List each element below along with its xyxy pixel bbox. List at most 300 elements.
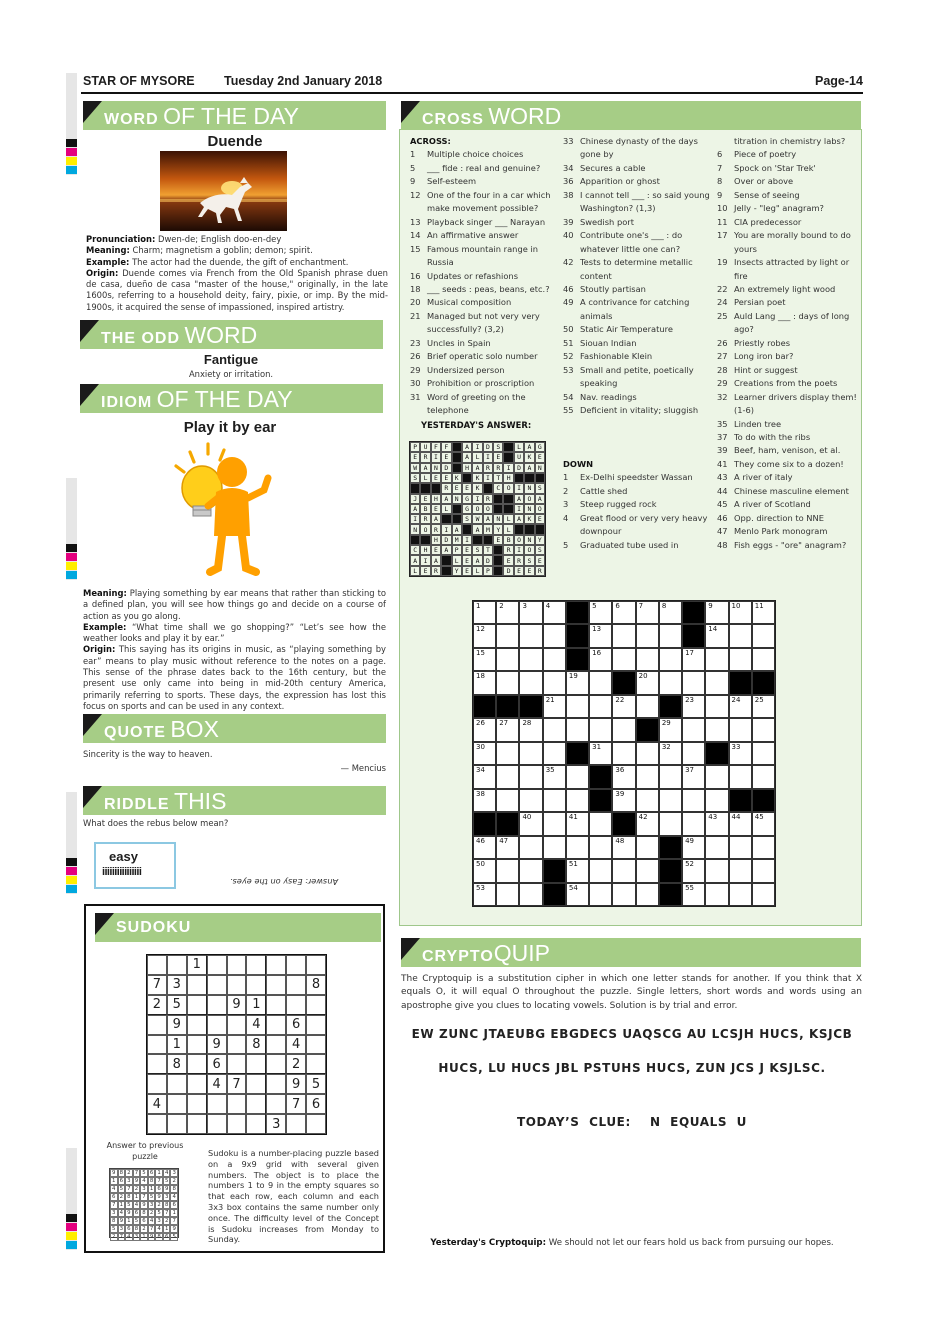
down-clue [717, 216, 859, 229]
answer-cell: 5 [125, 1201, 133, 1209]
clue-text: Contribute one's ___ : do whatever little one can? [580, 230, 683, 254]
answer-cell: A [524, 442, 534, 452]
answer-cell [420, 483, 430, 493]
crossword-cell[interactable] [543, 836, 566, 859]
sudoku-cell[interactable]: 1 [187, 955, 207, 975]
across-clue [563, 404, 715, 417]
crossword-cell[interactable] [473, 601, 496, 624]
crossword-cell[interactable] [612, 648, 635, 671]
crossword-cell[interactable] [612, 718, 635, 741]
clue-text: Stoutly partisan [580, 283, 646, 294]
sudoku-cell[interactable] [286, 975, 306, 995]
sudoku-cell[interactable]: 9 [286, 1074, 306, 1094]
sudoku-cell[interactable] [266, 995, 286, 1015]
answer-cell: 8 [155, 1233, 163, 1241]
crossword-cell[interactable] [612, 883, 635, 906]
sudoku-cell[interactable] [266, 1074, 286, 1094]
crossword-cell[interactable] [612, 601, 635, 624]
crossword-cell[interactable] [636, 742, 659, 765]
black-square [589, 765, 612, 788]
crossword-cell[interactable] [636, 789, 659, 812]
crossword-cell[interactable] [519, 718, 542, 741]
sudoku-cell[interactable] [286, 995, 306, 1015]
cell-number: 24 [731, 695, 741, 704]
sudoku-cell[interactable] [187, 1094, 207, 1114]
sudoku-cell[interactable] [187, 1035, 207, 1055]
down-clue [717, 296, 859, 309]
across-clue [563, 135, 715, 162]
sudoku-cell[interactable] [266, 1035, 286, 1055]
crossword-cell[interactable] [496, 624, 519, 647]
sudoku-cell[interactable]: 6 [286, 1015, 306, 1035]
black-square [636, 718, 659, 741]
crossword-cell[interactable] [519, 742, 542, 765]
sudoku-cell[interactable] [246, 955, 266, 975]
sudoku-cell[interactable] [167, 1094, 187, 1114]
crossword-cell[interactable] [752, 695, 775, 718]
crossword-cell[interactable] [519, 648, 542, 671]
clue-number: 25 [717, 310, 728, 321]
crossword-cell[interactable] [589, 648, 612, 671]
sudoku-cell[interactable] [266, 1054, 286, 1074]
sudoku-cell[interactable] [286, 1114, 306, 1134]
answer-cell: 1 [110, 1177, 118, 1185]
answer-cell: L [410, 566, 420, 576]
answer-cell [431, 483, 441, 493]
answer-cell: W [472, 514, 482, 524]
crossword-cell[interactable] [473, 789, 496, 812]
clue-text: Siouan Indian [580, 337, 637, 348]
sudoku-grid[interactable] [146, 954, 327, 1135]
sudoku-cell[interactable] [306, 955, 326, 975]
sudoku-cell[interactable]: 9 [167, 1015, 187, 1035]
crossword-cell[interactable] [612, 836, 635, 859]
answer-cell: E [420, 566, 430, 576]
crossword-cell[interactable] [543, 812, 566, 835]
crossword-cell[interactable] [682, 859, 705, 882]
cell-number: 39 [615, 789, 625, 798]
crossword-cell[interactable] [636, 624, 659, 647]
crossword-cell[interactable] [543, 648, 566, 671]
crossword-cell[interactable] [636, 648, 659, 671]
crossword-cell[interactable] [729, 601, 752, 624]
sudoku-cell[interactable] [306, 1054, 326, 1074]
crossword-cell[interactable] [519, 624, 542, 647]
idiom-explanation: Meaning: Playing something by ear means that rather than sticking to a defined plan, you will see how things go and decide on a course of action as you go along. Example: “What time shall we go shopping?” “Let’s see how the weather looks and play it by ear.” Origin: This saying has its origins in music, as “playing something by ear” means to play music without reference to the notes on a page. This sense of the phrase dates back to the 16th century, but the present use only came into being in mid-20th century America, primarily referring to sports. These days, the expression has lost this focus on sports and can be used in any context. [83, 588, 386, 711]
sudoku-cell[interactable] [227, 1094, 247, 1114]
sudoku-cell[interactable]: 8 [167, 1054, 187, 1074]
answer-cell: L [514, 442, 524, 452]
sudoku-cell[interactable]: 3 [266, 1114, 286, 1134]
crossword-cell[interactable] [682, 671, 705, 694]
crossword-cell[interactable] [612, 859, 635, 882]
crossword-cell[interactable] [659, 742, 682, 765]
crossword-cell[interactable] [705, 648, 728, 671]
cell-number: 47 [499, 836, 509, 845]
answer-cell: 9 [155, 1193, 163, 1201]
crossword-cell[interactable] [729, 648, 752, 671]
sudoku-cell[interactable] [207, 995, 227, 1015]
crossword-cell[interactable] [589, 601, 612, 624]
clue-number: 54 [563, 391, 574, 402]
answer-cell: 3 [125, 1177, 133, 1185]
clue-number: 44 [717, 485, 728, 496]
crossword-cell[interactable] [729, 765, 752, 788]
sudoku-cell[interactable] [227, 1114, 247, 1134]
sudoku-cell[interactable] [147, 1114, 167, 1134]
crossword-cell[interactable] [473, 624, 496, 647]
sudoku-cell[interactable]: 1 [246, 995, 266, 1015]
crossword-cell[interactable] [473, 859, 496, 882]
crossword-cell[interactable] [682, 718, 705, 741]
crossword-cell[interactable] [543, 695, 566, 718]
clue-number: 21 [410, 310, 421, 321]
cell-number: 22 [615, 695, 625, 704]
clue-number: 32 [717, 391, 728, 402]
sudoku-cell[interactable] [207, 1015, 227, 1035]
sudoku-cell[interactable] [187, 1054, 207, 1074]
crossword-cell[interactable] [682, 812, 705, 835]
answer-cell: S [524, 555, 534, 565]
answer-cell: D [483, 442, 493, 452]
sudoku-cell[interactable] [266, 1094, 286, 1114]
sudoku-cell[interactable] [187, 1114, 207, 1134]
sudoku-cell[interactable] [246, 1114, 266, 1134]
sudoku-cell[interactable] [147, 1054, 167, 1074]
crossword-cell[interactable] [543, 789, 566, 812]
crossword-cell[interactable] [589, 742, 612, 765]
answer-cell: D [514, 463, 524, 473]
crossword-cell[interactable] [519, 671, 542, 694]
sudoku-cell[interactable] [246, 1074, 266, 1094]
crossword-grid[interactable] [472, 600, 776, 907]
header-rule [81, 92, 863, 94]
sudoku-cell[interactable]: 4 [147, 1094, 167, 1114]
sudoku-cell[interactable]: 9 [227, 995, 247, 1015]
crossword-cell[interactable] [589, 812, 612, 835]
sudoku-cell[interactable] [147, 955, 167, 975]
crossword-cell[interactable] [589, 836, 612, 859]
crossword-cell[interactable] [496, 883, 519, 906]
sudoku-cell[interactable] [167, 955, 187, 975]
word-of-day-banner: WORD OF THE DAY [83, 101, 386, 130]
crossword-cell[interactable] [729, 883, 752, 906]
crossword-cell[interactable] [752, 648, 775, 671]
sudoku-cell[interactable]: 4 [246, 1015, 266, 1035]
sudoku-cell[interactable] [187, 1074, 207, 1094]
crossword-cell[interactable] [752, 624, 775, 647]
crossword-cell[interactable] [752, 859, 775, 882]
across-clue [563, 175, 715, 188]
sudoku-cell[interactable] [207, 1094, 227, 1114]
answer-cell: 8 [148, 1177, 156, 1185]
sudoku-cell[interactable] [167, 1074, 187, 1094]
answer-cell: 8 [170, 1185, 178, 1193]
answer-cell: A [483, 514, 493, 524]
answer-cell [452, 442, 462, 452]
black-square [566, 648, 589, 671]
crossword-cell[interactable] [659, 812, 682, 835]
sudoku-cell[interactable] [207, 955, 227, 975]
sudoku-cell[interactable] [187, 975, 207, 995]
sudoku-cell[interactable] [147, 1015, 167, 1035]
sudoku-cell[interactable]: 2 [286, 1054, 306, 1074]
sudoku-cell[interactable] [286, 955, 306, 975]
answer-cell: 2 [118, 1193, 126, 1201]
crossword-cell[interactable] [705, 812, 728, 835]
crossword-cell[interactable] [612, 742, 635, 765]
crossword-cell[interactable] [496, 859, 519, 882]
crossword-cell[interactable] [682, 695, 705, 718]
down-clue [717, 202, 859, 215]
sudoku-cell[interactable]: 7 [227, 1074, 247, 1094]
crossword-cell[interactable] [705, 718, 728, 741]
crossword-cell[interactable] [566, 718, 589, 741]
crossword-cell[interactable] [752, 718, 775, 741]
cell-number: 53 [476, 883, 485, 892]
crossword-cell[interactable] [729, 836, 752, 859]
answer-cell: 1 [140, 1233, 148, 1241]
sudoku-cell[interactable]: 2 [147, 995, 167, 1015]
crossword-cell[interactable] [636, 695, 659, 718]
crossword-cell[interactable] [659, 671, 682, 694]
crossword-cell[interactable] [519, 601, 542, 624]
crossword-cell[interactable] [496, 765, 519, 788]
clue-text: An affirmative answer [427, 230, 519, 241]
sudoku-cell[interactable]: 5 [167, 995, 187, 1015]
answer-cell: E [410, 452, 420, 462]
down-heading: DOWN [563, 459, 594, 469]
sudoku-cell[interactable] [227, 1054, 247, 1074]
crossword-cell[interactable] [566, 812, 589, 835]
answer-cell: A [410, 555, 420, 565]
yesterday-cryptoquip: Yesterday's Cryptoquip: We should not let our fears hold us back from pursuing our hopes. [430, 1238, 834, 1248]
crossword-cell[interactable] [752, 812, 775, 835]
crossword-cell[interactable] [589, 695, 612, 718]
crossword-cell[interactable] [519, 765, 542, 788]
crossword-cell[interactable] [519, 883, 542, 906]
sudoku-cell[interactable] [306, 995, 326, 1015]
sudoku-cell[interactable] [266, 1015, 286, 1035]
sudoku-cell[interactable] [207, 975, 227, 995]
crossword-cell[interactable] [589, 718, 612, 741]
crossword-cell[interactable] [543, 718, 566, 741]
sudoku-cell[interactable]: 7 [286, 1094, 306, 1114]
crossword-cell[interactable] [659, 624, 682, 647]
crossword-cell[interactable] [473, 648, 496, 671]
sudoku-cell[interactable]: 3 [167, 975, 187, 995]
crossword-cell[interactable] [473, 742, 496, 765]
cell-number: 5 [592, 602, 597, 610]
crossword-cell[interactable] [473, 718, 496, 741]
crossword-cell[interactable] [705, 671, 728, 694]
crossword-cell[interactable] [752, 883, 775, 906]
crossword-cell[interactable] [473, 883, 496, 906]
sudoku-cell[interactable] [207, 1114, 227, 1134]
sudoku-cell[interactable] [187, 1015, 207, 1035]
sudoku-cell[interactable]: 8 [246, 1035, 266, 1055]
crossword-cell[interactable] [705, 601, 728, 624]
crossword-cell[interactable] [729, 742, 752, 765]
crossword-cell[interactable] [705, 836, 728, 859]
clue-number: 31 [410, 391, 421, 402]
crossword-cell[interactable] [682, 883, 705, 906]
sudoku-cell[interactable] [306, 1114, 326, 1134]
crossword-cell[interactable] [682, 648, 705, 671]
crossword-cell[interactable] [752, 601, 775, 624]
crossword-cell[interactable] [543, 601, 566, 624]
crossword-cell[interactable] [636, 812, 659, 835]
crossword-cell[interactable] [566, 859, 589, 882]
crossword-cell[interactable] [566, 789, 589, 812]
sudoku-cell[interactable] [246, 1094, 266, 1114]
crossword-cell[interactable] [496, 742, 519, 765]
sudoku-cell[interactable] [227, 975, 247, 995]
crossword-cell[interactable] [705, 765, 728, 788]
crossword-cell[interactable] [659, 648, 682, 671]
crossword-cell[interactable] [636, 601, 659, 624]
sudoku-cell[interactable]: 4 [207, 1074, 227, 1094]
sudoku-cell[interactable] [187, 995, 207, 1015]
sudoku-cell[interactable] [227, 1015, 247, 1035]
crossword-cell[interactable] [659, 601, 682, 624]
sudoku-cell[interactable] [147, 1035, 167, 1055]
crossword-cell[interactable] [682, 789, 705, 812]
sudoku-cell[interactable]: 7 [147, 975, 167, 995]
crossword-cell[interactable] [636, 859, 659, 882]
crossword-cell[interactable] [543, 765, 566, 788]
answer-cell: A [410, 504, 420, 514]
crossword-cell[interactable] [589, 671, 612, 694]
sudoku-cell[interactable]: 8 [306, 975, 326, 995]
crossword-cell[interactable] [612, 789, 635, 812]
crossword-cell[interactable] [636, 671, 659, 694]
crossword-cell[interactable] [566, 671, 589, 694]
answer-cell: 8 [163, 1201, 171, 1209]
crossword-cell[interactable] [589, 859, 612, 882]
crossword-cell[interactable] [543, 742, 566, 765]
answer-cell: K [524, 452, 534, 462]
crossword-cell[interactable] [589, 624, 612, 647]
sudoku-cell[interactable] [227, 955, 247, 975]
clue-text: Swedish port [580, 216, 634, 227]
crossword-cell[interactable] [473, 671, 496, 694]
sudoku-cell[interactable] [227, 1035, 247, 1055]
crossword-cell[interactable] [473, 836, 496, 859]
crossword-cell[interactable] [729, 812, 752, 835]
crossword-cell[interactable] [496, 789, 519, 812]
crossword-cell[interactable] [589, 883, 612, 906]
crossword-cell[interactable] [612, 624, 635, 647]
clue-text: Learner drivers display them! (1-6) [734, 391, 857, 416]
answer-cell [493, 545, 503, 555]
across-clue [563, 296, 715, 323]
cell-number: 3 [522, 602, 527, 610]
answer-cell: E [420, 494, 430, 504]
crossword-cell[interactable] [659, 789, 682, 812]
crossword-cell[interactable] [496, 836, 519, 859]
crossword-cell[interactable] [752, 742, 775, 765]
across-clue [410, 270, 560, 283]
crossword-cell[interactable] [519, 859, 542, 882]
cell-number: 45 [754, 813, 764, 822]
sudoku-cell[interactable] [246, 975, 266, 995]
crossword-cell[interactable] [543, 624, 566, 647]
sudoku-cell[interactable] [266, 955, 286, 975]
crossword-cell[interactable] [473, 765, 496, 788]
answer-cell: A [524, 463, 534, 473]
crossword-cell[interactable] [729, 695, 752, 718]
crossword-cell[interactable] [705, 883, 728, 906]
sudoku-cell[interactable] [306, 1015, 326, 1035]
crossword-cell[interactable] [496, 718, 519, 741]
sudoku-cell[interactable] [167, 1114, 187, 1134]
crossword-cell[interactable] [566, 765, 589, 788]
crossword-cell[interactable] [612, 695, 635, 718]
crossword-cell[interactable] [682, 765, 705, 788]
crossword-cell[interactable] [519, 789, 542, 812]
crossword-cell[interactable] [659, 765, 682, 788]
crossword-cell[interactable] [729, 718, 752, 741]
crossword-cell[interactable] [612, 765, 635, 788]
crossword-cell[interactable] [636, 836, 659, 859]
black-square [752, 671, 775, 694]
sudoku-cell[interactable]: 4 [286, 1035, 306, 1055]
crossword-cell[interactable] [752, 836, 775, 859]
crossword-cell[interactable] [682, 742, 705, 765]
answer-cell: 4 [148, 1217, 156, 1225]
answer-cell: E [462, 545, 472, 555]
across-clue [410, 283, 560, 296]
sudoku-banner: SUDOKU [95, 913, 381, 942]
crossword-cell[interactable] [566, 836, 589, 859]
crossword-cell[interactable] [519, 836, 542, 859]
crossword-cell[interactable] [729, 624, 752, 647]
crossword-cell[interactable] [496, 601, 519, 624]
crossword-cell[interactable] [752, 765, 775, 788]
sudoku-cell[interactable]: 9 [207, 1035, 227, 1055]
sudoku-cell[interactable]: 5 [306, 1074, 326, 1094]
answer-cell [493, 494, 503, 504]
crossword-cell[interactable] [566, 695, 589, 718]
crossword-cell[interactable] [659, 718, 682, 741]
crossword-cell[interactable] [705, 859, 728, 882]
crossword-cell[interactable] [705, 789, 728, 812]
crossword-cell[interactable] [496, 648, 519, 671]
crossword-cell[interactable] [682, 836, 705, 859]
answer-cell: 1 [133, 1193, 141, 1201]
sudoku-cell[interactable]: 6 [306, 1094, 326, 1114]
clue-number: 17 [717, 230, 728, 241]
crossword-cell[interactable] [519, 812, 542, 835]
sudoku-cell[interactable] [246, 1054, 266, 1074]
crossword-cell[interactable] [496, 671, 519, 694]
crossword-cell[interactable] [729, 859, 752, 882]
sudoku-cell[interactable]: 6 [207, 1054, 227, 1074]
sudoku-cell[interactable] [266, 975, 286, 995]
crossword-cell[interactable] [636, 765, 659, 788]
sudoku-cell[interactable]: 1 [167, 1035, 187, 1055]
crossword-cell[interactable] [543, 671, 566, 694]
sudoku-cell[interactable] [147, 1074, 167, 1094]
crossword-cell[interactable] [566, 883, 589, 906]
crossword-cell[interactable] [636, 883, 659, 906]
answer-cell: N [535, 463, 545, 473]
answer-cell: 7 [148, 1225, 156, 1233]
sudoku-cell[interactable] [306, 1035, 326, 1055]
crossword-cell[interactable] [705, 624, 728, 647]
crossword-cell[interactable] [705, 695, 728, 718]
